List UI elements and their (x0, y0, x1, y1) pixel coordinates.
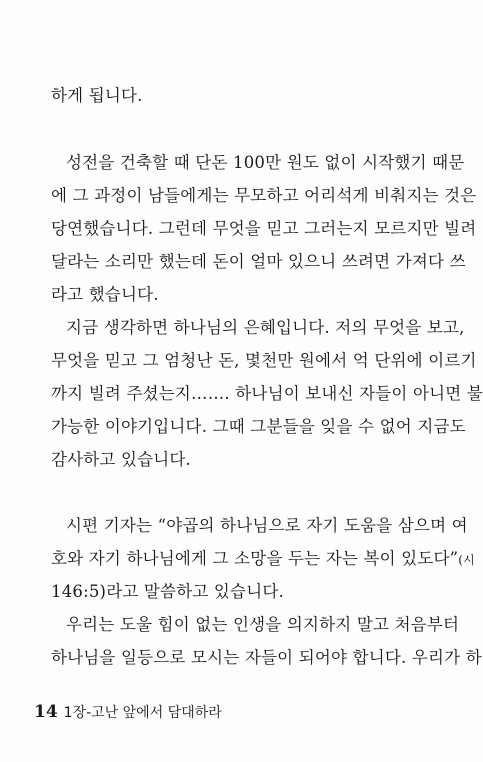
text-line: 우리는 도울 힘이 없는 인생을 의지하지 말고 처음부터 (66, 615, 460, 634)
scripture-reference: (시 (458, 553, 475, 567)
text-line: 감사하고 있습니다. (51, 450, 192, 469)
text-line: 성전을 건축할 때 단돈 100만 원도 없이 시작했기 때문 (66, 153, 465, 172)
text-line: 무엇을 믿고 그 엄청난 돈, 몇천만 원에서 억 단위에 이르기 (51, 351, 477, 370)
text-segment: 호와 자기 하나님에게 그 소망을 두는 자는 복이 있도다” (51, 549, 459, 568)
page-number: 14 (34, 702, 58, 722)
text-line: 하게 됩니다. (51, 86, 143, 105)
chapter-title: 1장-고난 앞에서 담대하라 (63, 705, 222, 721)
text-line: 에 그 과정이 남들에게는 무모하고 어리석게 비춰지는 것은 (51, 186, 477, 205)
text-line: 시편 기자는 “야곱의 하나님으로 자기 도움을 삼으며 여 (66, 516, 468, 535)
page-footer (34, 702, 222, 722)
text-line: 하나님을 일등으로 모시는 자들이 되어야 합니다. 우리가 하 (51, 648, 482, 667)
text-line: 라고 했습니다. (51, 285, 159, 304)
text-line: 달라는 소리만 했는데 돈이 얼마 있으니 쓰려면 가져다 쓰 (51, 252, 466, 271)
text-line: 146:5)라고 말씀하고 있습니다. (51, 582, 284, 601)
text-line: 당연했습니다. 그런데 무엇을 믿고 그러는지 모르지만 빌려 (51, 219, 477, 238)
text-line: 지금 생각하면 하나님의 은혜입니다. 저의 무엇을 보고, (66, 318, 465, 337)
text-line: 까지 빌려 주셨는지……. 하나님이 보내신 자들이 아니면 불 (51, 384, 483, 403)
text-line: 가능한 이야기입니다. 그때 그분들을 잊을 수 없어 지금도 (51, 417, 466, 436)
text-line (51, 549, 475, 570)
